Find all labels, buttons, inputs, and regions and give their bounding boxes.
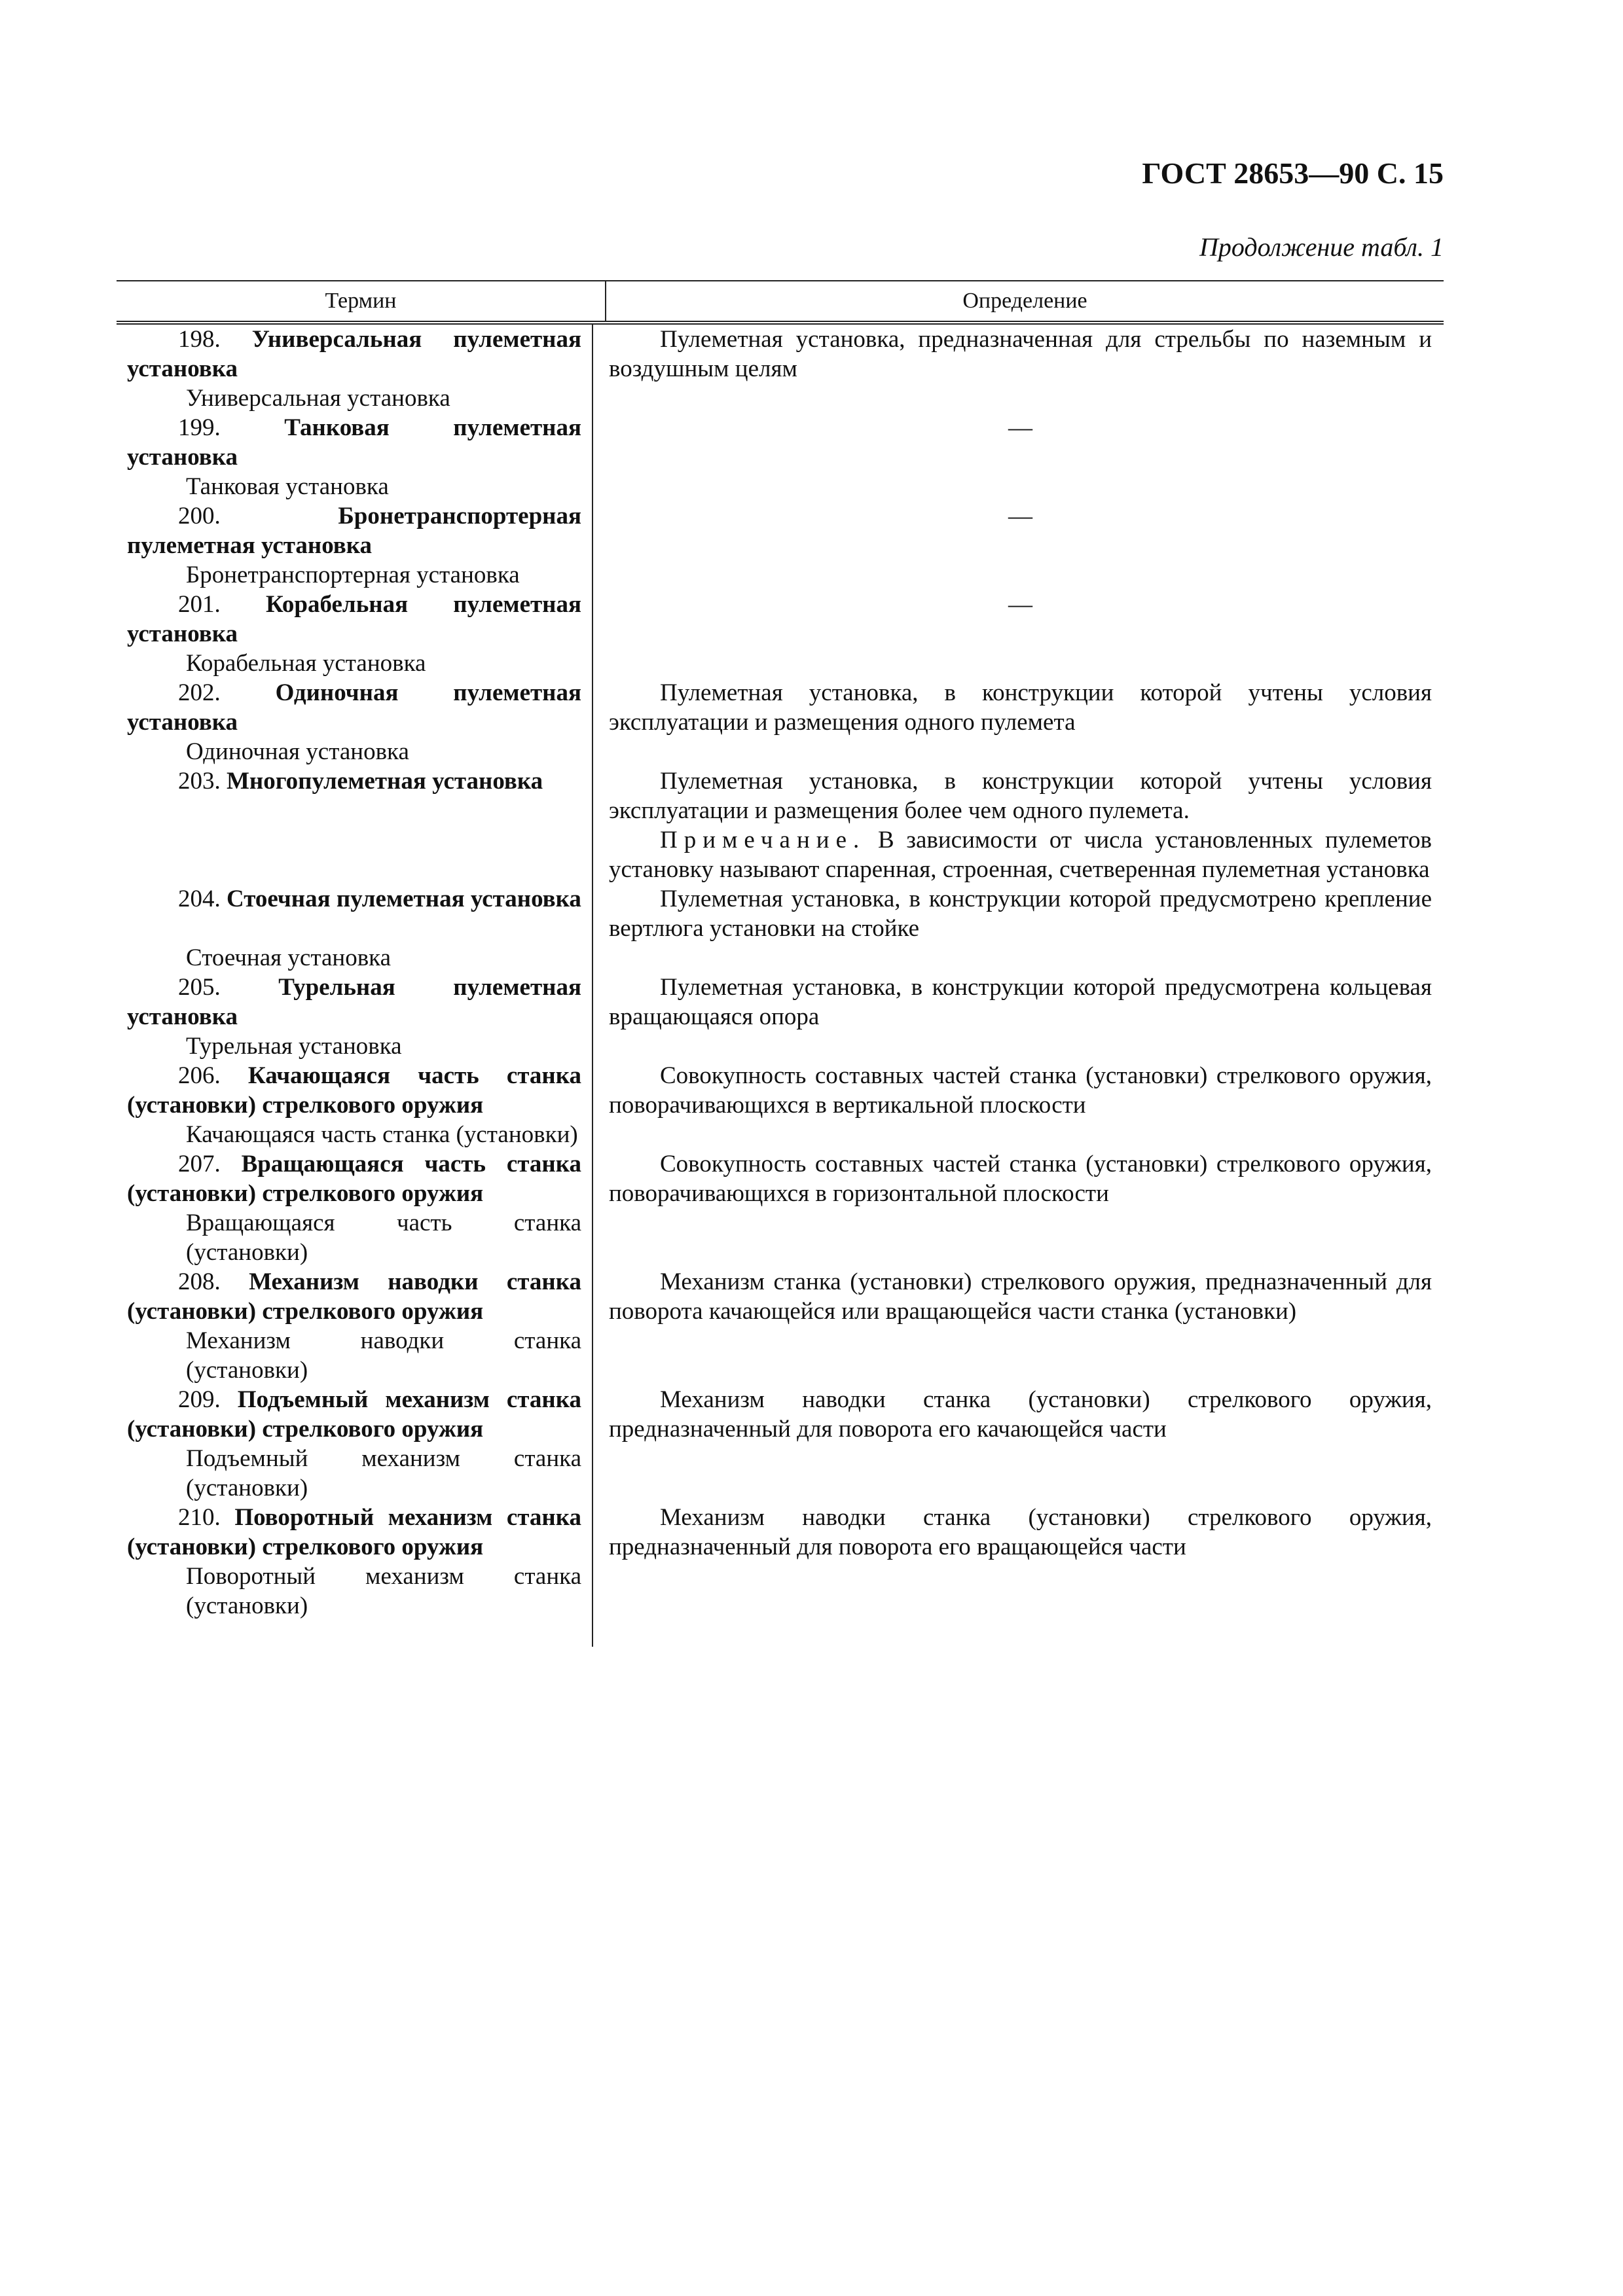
table-row bbox=[117, 1031, 1444, 1061]
term-cell bbox=[117, 590, 593, 649]
table-row bbox=[117, 472, 1444, 501]
table-row bbox=[117, 1385, 1444, 1444]
column-header-term: Термин bbox=[117, 281, 606, 321]
term-cell bbox=[117, 1503, 593, 1562]
table-row bbox=[117, 1562, 1444, 1647]
definition-cell: Пулеметная установка, в конструкции которой предусмотрена кольцевая вращающаяся опора bbox=[609, 974, 1432, 1030]
table-row bbox=[117, 1503, 1444, 1562]
term-cell bbox=[117, 1267, 593, 1326]
term-number: 207. bbox=[178, 1151, 221, 1177]
term-name: Танковая пулеметная установка bbox=[127, 414, 582, 471]
term-cell bbox=[117, 1061, 593, 1120]
table-row bbox=[117, 1444, 1444, 1503]
term-number: 201. bbox=[178, 591, 221, 618]
page-header: ГОСТ 28653—90 С. 15 bbox=[1142, 156, 1444, 190]
table-row bbox=[117, 1326, 1444, 1385]
table-row bbox=[117, 590, 1444, 649]
term-cell bbox=[117, 1149, 593, 1208]
note-text: В зависимости от числа установленных пулеметов установку называют спаренная, строенная, счетверенная пулеметная установка bbox=[609, 827, 1432, 883]
note-cell bbox=[593, 825, 1444, 884]
definition-cell: Совокупность составных частей станка (установки) стрелкового оружия, поворачивающихся в горизонтальной плоскости bbox=[609, 1151, 1432, 1207]
term-name: Механизм наводки станка (установки) стрелкового оружия bbox=[127, 1268, 581, 1325]
table-row bbox=[117, 766, 1444, 825]
term-name: Универсальная пулеметная установка bbox=[127, 326, 581, 382]
term-cell bbox=[117, 678, 593, 737]
definition-cell: Пулеметная установка, предназначенная для стрельбы по наземным и воздушным целям bbox=[609, 326, 1432, 382]
term-cell bbox=[117, 413, 593, 472]
term-cell bbox=[117, 884, 593, 943]
note-label: Примечание. bbox=[660, 827, 866, 853]
definition-cell: — bbox=[1008, 503, 1032, 529]
table-row bbox=[117, 560, 1444, 590]
term-name: Многопулеметная установка bbox=[227, 768, 543, 795]
table-row bbox=[117, 825, 1444, 884]
term-cell bbox=[117, 973, 593, 1031]
table-row bbox=[117, 884, 1444, 943]
term-number: 209. bbox=[178, 1386, 221, 1413]
table-row bbox=[117, 1061, 1444, 1120]
definition-cell: Пулеметная установка, в конструкции которой предусмотрено крепление вертлюга установки на стойке bbox=[609, 886, 1432, 942]
table-row bbox=[117, 1267, 1444, 1326]
term-name: Бронетранспортерная пулеметная установка bbox=[127, 503, 581, 559]
term-name: Качающаяся часть станка (установки) стрелкового оружия bbox=[127, 1062, 582, 1119]
table-row bbox=[117, 1120, 1444, 1149]
short-term-cell: Корабельная установка bbox=[117, 649, 593, 678]
term-number: 205. bbox=[178, 974, 221, 1001]
short-term-cell: Танковая установка bbox=[117, 472, 593, 501]
term-name: Подъемный механизм станка (установки) стрелкового оружия bbox=[127, 1386, 582, 1443]
short-term-cell: Одиночная установка bbox=[117, 737, 593, 766]
term-name: Поворотный механизм станка (установки) стрелкового оружия bbox=[127, 1504, 581, 1560]
table-row bbox=[117, 1149, 1444, 1208]
short-term-cell: Качающаяся часть станка (установки) bbox=[117, 1120, 593, 1149]
definition-cell: Механизм наводки станка (установки) стрелкового оружия, предназначенный для поворота его качающейся части bbox=[609, 1386, 1432, 1443]
definition-cell: Совокупность составных частей станка (установки) стрелкового оружия, поворачивающихся в вертикальной плоскости bbox=[609, 1062, 1432, 1119]
term-number: 202. bbox=[178, 679, 221, 706]
short-term-cell: Бронетранспортерная установка bbox=[117, 560, 593, 590]
table-row bbox=[117, 384, 1444, 413]
column-header-definition: Определение bbox=[962, 289, 1087, 313]
short-term-cell: Турельная установка bbox=[117, 1031, 593, 1061]
short-term-cell: Стоечная установка bbox=[117, 943, 593, 973]
table-header bbox=[117, 280, 1444, 325]
term-cell bbox=[117, 325, 593, 384]
short-term-cell: Подъемный механизм станка (установки) bbox=[117, 1444, 593, 1503]
term-number: 206. bbox=[178, 1062, 221, 1089]
term-name: Вращающаяся часть станка (установки) стрелкового оружия bbox=[127, 1151, 581, 1207]
definition-cell: Механизм наводки станка (установки) стрелкового оружия, предназначенный для поворота его вращающейся части bbox=[609, 1504, 1432, 1560]
table-row bbox=[117, 501, 1444, 560]
term-name: Турельная пулеметная установка bbox=[127, 974, 581, 1030]
terms-table bbox=[117, 280, 1444, 1647]
short-term-cell: Универсальная установка bbox=[117, 384, 593, 413]
term-name: Одиночная пулеметная установка bbox=[127, 679, 582, 736]
term-number: 208. bbox=[178, 1268, 221, 1295]
table-row bbox=[117, 973, 1444, 1031]
term-cell bbox=[117, 501, 593, 560]
table-row bbox=[117, 1208, 1444, 1267]
term-number: 204. bbox=[178, 886, 221, 912]
table-row bbox=[117, 413, 1444, 472]
definition-cell: — bbox=[1008, 414, 1032, 441]
term-number: 199. bbox=[178, 414, 221, 441]
table-row bbox=[117, 649, 1444, 678]
term-cell bbox=[117, 1385, 593, 1444]
term-number: 200. bbox=[178, 503, 221, 529]
table-continuation-label: Продолжение табл. 1 bbox=[1199, 232, 1444, 262]
definition-cell: Механизм станка (установки) стрелкового оружия, предназначенный для поворота качающейся или вращающейся части станка (установки) bbox=[609, 1268, 1432, 1325]
table-row bbox=[117, 325, 1444, 384]
definition-cell: — bbox=[1008, 591, 1032, 618]
definition-cell: Пулеметная установка, в конструкции которой учтены условия эксплуатации и размещения одного пулемета bbox=[609, 679, 1432, 736]
term-name: Стоечная пулеметная установка bbox=[227, 886, 581, 912]
short-term-cell: Механизм наводки станка (установки) bbox=[117, 1326, 593, 1385]
table-row bbox=[117, 943, 1444, 973]
table-row bbox=[117, 737, 1444, 766]
term-name: Корабельная пулеметная установка bbox=[127, 591, 581, 647]
term-number: 203. bbox=[178, 768, 221, 795]
short-term-cell: Поворотный механизм станка (установки) bbox=[117, 1562, 593, 1647]
table-row bbox=[117, 678, 1444, 737]
term-number: 198. bbox=[178, 326, 221, 353]
term-number: 210. bbox=[178, 1504, 221, 1531]
term-cell bbox=[117, 766, 593, 825]
short-term-cell: Вращающаяся часть станка (установки) bbox=[117, 1208, 593, 1267]
definition-cell: Пулеметная установка, в конструкции которой учтены условия эксплуатации и размещения более чем одного пулемета. bbox=[609, 768, 1432, 824]
